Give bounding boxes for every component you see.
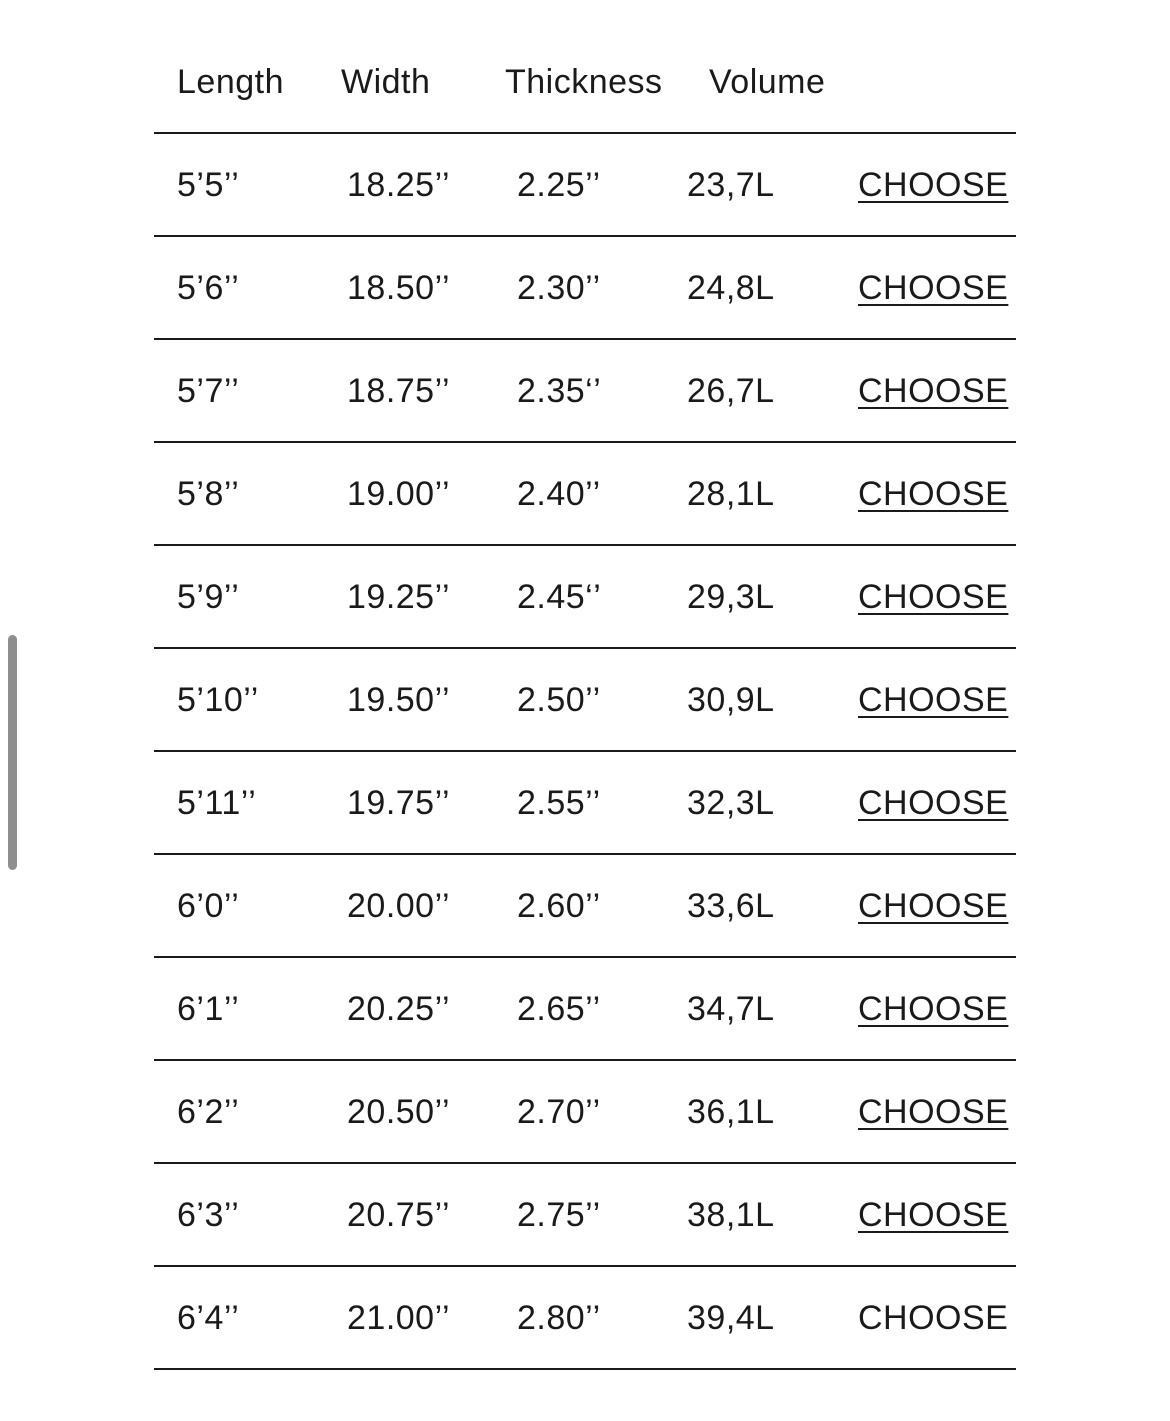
cell-width: 18.50’’ <box>347 269 451 307</box>
choose-link[interactable]: CHOOSE <box>858 784 1009 822</box>
cell-length: 6’0’’ <box>177 887 240 925</box>
cell-length: 5’11’’ <box>177 784 257 822</box>
cell-width: 19.75’’ <box>347 784 451 822</box>
cell-length: 6’1’’ <box>177 990 240 1028</box>
cell-volume: 36,1L <box>687 1093 775 1131</box>
cell-width: 18.75’’ <box>347 372 451 410</box>
choose-link[interactable]: CHOOSE <box>858 887 1009 925</box>
cell-length: 5’9’’ <box>177 578 240 616</box>
cell-length: 6’3’’ <box>177 1196 240 1234</box>
choose-link[interactable]: CHOOSE <box>858 1196 1009 1234</box>
cell-thickness: 2.50’’ <box>517 681 601 719</box>
cell-thickness: 2.25’’ <box>517 166 601 204</box>
size-table <box>154 30 1016 1370</box>
cell-thickness: 2.65’’ <box>517 990 601 1028</box>
cell-volume: 34,7L <box>687 990 775 1028</box>
choose-link[interactable]: CHOOSE <box>858 681 1009 719</box>
table-row <box>154 1164 1016 1267</box>
cell-volume: 30,9L <box>687 681 775 719</box>
cell-thickness: 2.40’’ <box>517 475 601 513</box>
choose-link[interactable]: CHOOSE <box>858 166 1009 204</box>
cell-width: 19.50’’ <box>347 681 451 719</box>
cell-width: 19.00’’ <box>347 475 451 513</box>
choose-link[interactable]: CHOOSE <box>858 578 1009 616</box>
choose-link[interactable]: CHOOSE <box>858 1299 1009 1337</box>
cell-length: 6’2’’ <box>177 1093 240 1131</box>
cell-volume: 26,7L <box>687 372 775 410</box>
table-row <box>154 546 1016 649</box>
cell-volume: 38,1L <box>687 1196 775 1234</box>
choose-link[interactable]: CHOOSE <box>858 990 1009 1028</box>
cell-volume: 24,8L <box>687 269 775 307</box>
cell-volume: 33,6L <box>687 887 775 925</box>
cell-thickness: 2.30’’ <box>517 269 601 307</box>
vertical-scrollbar[interactable] <box>8 635 17 870</box>
table-header <box>154 30 1016 134</box>
cell-length: 5’10’’ <box>177 681 259 719</box>
cell-thickness: 2.35‘’ <box>517 372 602 410</box>
cell-width: 20.50’’ <box>347 1093 451 1131</box>
cell-width: 20.75’’ <box>347 1196 451 1234</box>
cell-length: 5’6’’ <box>177 269 240 307</box>
table-row <box>154 958 1016 1061</box>
cell-length: 5’5’’ <box>177 166 240 204</box>
table-row <box>154 752 1016 855</box>
cell-volume: 28,1L <box>687 475 775 513</box>
cell-length: 6’4’’ <box>177 1299 240 1337</box>
cell-thickness: 2.60’’ <box>517 887 601 925</box>
header-volume: Volume <box>709 63 826 101</box>
cell-volume: 29,3L <box>687 578 775 616</box>
cell-thickness: 2.55’’ <box>517 784 601 822</box>
cell-width: 20.00’’ <box>347 887 451 925</box>
choose-link[interactable]: CHOOSE <box>858 475 1009 513</box>
cell-volume: 23,7L <box>687 166 775 204</box>
table-row <box>154 340 1016 443</box>
choose-link[interactable]: CHOOSE <box>858 1093 1009 1131</box>
cell-width: 21.00’’ <box>347 1299 451 1337</box>
cell-width: 19.25’’ <box>347 578 451 616</box>
table-body <box>154 134 1016 1370</box>
table-row <box>154 443 1016 546</box>
table-row <box>154 237 1016 340</box>
cell-volume: 39,4L <box>687 1299 775 1337</box>
cell-width: 18.25’’ <box>347 166 451 204</box>
table-row <box>154 855 1016 958</box>
cell-thickness: 2.80’’ <box>517 1299 601 1337</box>
table-row <box>154 1267 1016 1370</box>
cell-length: 5’8’’ <box>177 475 240 513</box>
table-row <box>154 1061 1016 1164</box>
choose-link[interactable]: CHOOSE <box>858 269 1009 307</box>
cell-thickness: 2.75’’ <box>517 1196 601 1234</box>
cell-width: 20.25’’ <box>347 990 451 1028</box>
cell-length: 5’7’’ <box>177 372 240 410</box>
table-row <box>154 134 1016 237</box>
cell-thickness: 2.70’’ <box>517 1093 601 1131</box>
header-length: Length <box>177 63 284 101</box>
choose-link[interactable]: CHOOSE <box>858 372 1009 410</box>
header-thickness: Thickness <box>505 63 663 101</box>
table-row <box>154 649 1016 752</box>
header-width: Width <box>341 63 431 101</box>
cell-volume: 32,3L <box>687 784 775 822</box>
cell-thickness: 2.45‘’ <box>517 578 602 616</box>
